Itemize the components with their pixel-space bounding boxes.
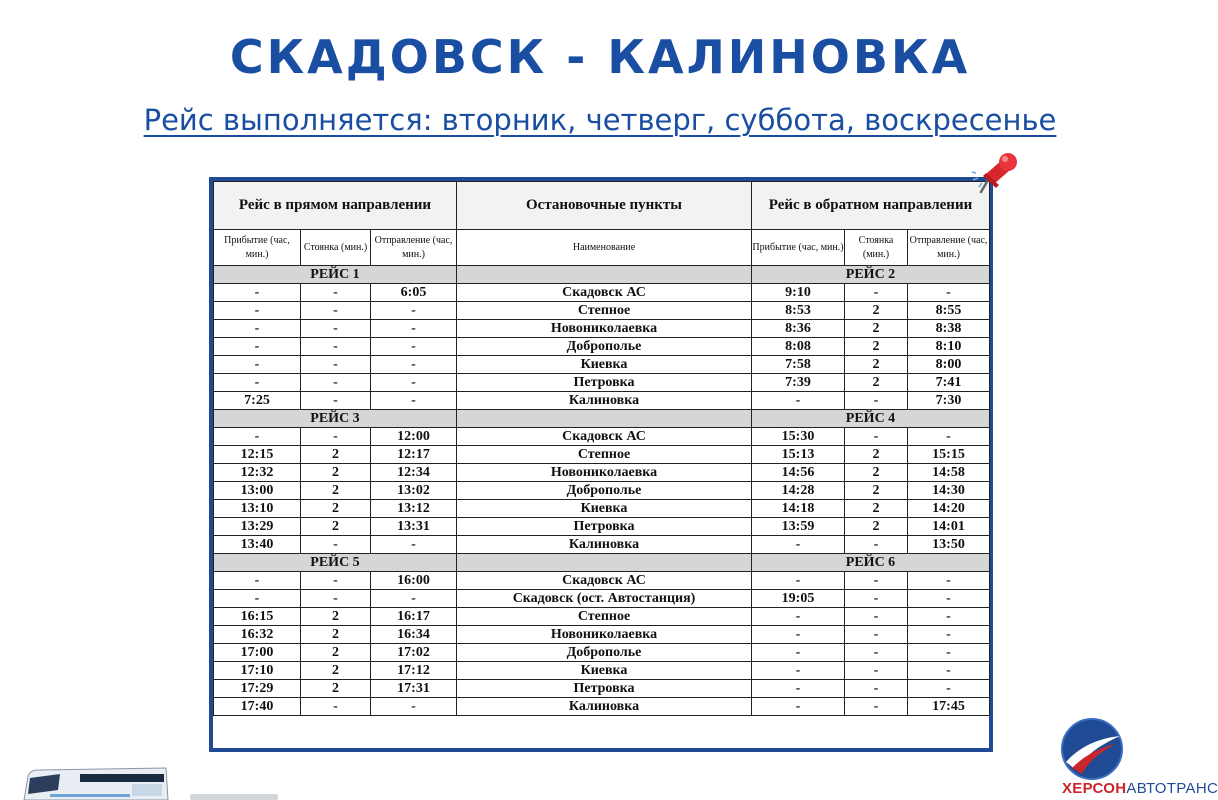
stay-cell: 2	[301, 608, 371, 626]
table-row	[214, 338, 990, 356]
schedule-frame	[209, 177, 993, 752]
arrival-cell: -	[214, 284, 301, 302]
table-row	[214, 680, 990, 698]
arrival-cell: 8:53	[752, 302, 845, 320]
stay-cell: -	[301, 536, 371, 554]
table-row	[214, 446, 990, 464]
stop-name-cell: Новониколаевка	[457, 464, 752, 482]
name-header: Наименование	[457, 230, 752, 266]
arrival-cell: 7:58	[752, 356, 845, 374]
departure-cell: -	[371, 392, 457, 410]
stop-name-cell: Новониколаевка	[457, 320, 752, 338]
departure-cell: 13:12	[371, 500, 457, 518]
arrival-cell: 13:10	[214, 500, 301, 518]
stay-cell: -	[301, 698, 371, 716]
table-row	[214, 428, 990, 446]
departure-cell: 7:30	[908, 392, 990, 410]
stay-cell: 2	[301, 518, 371, 536]
stop-name-cell: Скадовск АС	[457, 572, 752, 590]
stay-cell: -	[301, 374, 371, 392]
arrival-cell: 9:10	[752, 284, 845, 302]
stay-cell: 2	[845, 374, 908, 392]
departure-cell: 14:58	[908, 464, 990, 482]
trip-label-backward: РЕЙС 6	[752, 554, 990, 572]
departure-cell: 12:00	[371, 428, 457, 446]
stop-name-cell: Киевка	[457, 662, 752, 680]
departure-cell: 17:31	[371, 680, 457, 698]
stay-header: Стоянка (мин.)	[845, 230, 908, 266]
stay-cell: -	[845, 572, 908, 590]
stay-cell: -	[845, 590, 908, 608]
table-row	[214, 572, 990, 590]
stay-cell: 2	[845, 446, 908, 464]
stay-cell: 2	[301, 680, 371, 698]
departure-cell: -	[908, 680, 990, 698]
departure-cell: 14:30	[908, 482, 990, 500]
arrival-cell: 14:28	[752, 482, 845, 500]
departure-header: Отправление (час, мин.)	[908, 230, 990, 266]
table-row	[214, 392, 990, 410]
departure-cell: 8:10	[908, 338, 990, 356]
table-row	[214, 482, 990, 500]
stop-name-cell: Калиновка	[457, 536, 752, 554]
departure-cell: 8:38	[908, 320, 990, 338]
stay-cell: 2	[301, 464, 371, 482]
departure-cell: 13:31	[371, 518, 457, 536]
stay-cell: -	[845, 698, 908, 716]
stay-cell: -	[845, 284, 908, 302]
table-row	[214, 626, 990, 644]
trip-label-spacer	[457, 410, 752, 428]
departure-cell: -	[908, 284, 990, 302]
arrival-cell: 14:56	[752, 464, 845, 482]
trip-label-backward: РЕЙС 4	[752, 410, 990, 428]
stay-cell: 2	[845, 338, 908, 356]
stop-name-cell: Калиновка	[457, 392, 752, 410]
trip-label-spacer	[457, 266, 752, 284]
departure-cell: 8:00	[908, 356, 990, 374]
departure-cell: -	[371, 356, 457, 374]
table-row	[214, 662, 990, 680]
departure-cell: 6:05	[371, 284, 457, 302]
arrival-cell: 8:36	[752, 320, 845, 338]
arrival-cell: 13:29	[214, 518, 301, 536]
backward-header: Рейс в обратном направлении	[752, 182, 990, 230]
table-row	[214, 536, 990, 554]
stay-cell: -	[301, 392, 371, 410]
schedule-days: Рейс выполняется: вторник, четверг, суббота, воскресенье	[143, 103, 1057, 137]
stop-name-cell: Доброполье	[457, 644, 752, 662]
stops-header: Остановочные пункты	[457, 182, 752, 230]
table-row	[214, 698, 990, 716]
stay-cell: -	[845, 644, 908, 662]
section-row	[214, 266, 990, 284]
stop-name-cell: Петровка	[457, 518, 752, 536]
stop-name-cell: Скадовск АС	[457, 428, 752, 446]
arrival-cell: 17:29	[214, 680, 301, 698]
arrival-cell: -	[214, 338, 301, 356]
departure-cell: 8:55	[908, 302, 990, 320]
stay-cell: 2	[301, 482, 371, 500]
trip-label-forward: РЕЙС 3	[214, 410, 457, 428]
stay-cell: -	[845, 626, 908, 644]
stay-cell: 2	[845, 356, 908, 374]
stop-name-cell: Новониколаевка	[457, 626, 752, 644]
stay-cell: 2	[845, 482, 908, 500]
forward-header: Рейс в прямом направлении	[214, 182, 457, 230]
table-row	[214, 464, 990, 482]
departure-cell: 14:01	[908, 518, 990, 536]
arrival-cell: 19:05	[752, 590, 845, 608]
departure-cell: -	[908, 590, 990, 608]
stay-cell: 2	[301, 644, 371, 662]
stop-name-cell: Петровка	[457, 680, 752, 698]
header-row	[214, 182, 990, 230]
departure-cell: -	[908, 626, 990, 644]
stay-header: Стоянка (мин.)	[301, 230, 371, 266]
arrival-cell: 17:00	[214, 644, 301, 662]
stay-cell: -	[301, 338, 371, 356]
table-row	[214, 590, 990, 608]
company-logo	[1058, 716, 1126, 782]
arrival-cell: 8:08	[752, 338, 845, 356]
bus-image	[190, 792, 280, 800]
departure-cell: -	[908, 662, 990, 680]
stay-cell: -	[301, 572, 371, 590]
stay-cell: 2	[845, 302, 908, 320]
stay-cell: 2	[301, 446, 371, 464]
arrival-cell: -	[752, 680, 845, 698]
stay-cell: 2	[845, 518, 908, 536]
arrival-cell: 13:00	[214, 482, 301, 500]
departure-cell: -	[371, 590, 457, 608]
departure-cell: -	[371, 698, 457, 716]
schedule-table	[213, 181, 990, 716]
stop-name-cell: Киевка	[457, 500, 752, 518]
stay-cell: -	[845, 662, 908, 680]
arrival-cell: -	[752, 626, 845, 644]
section-row	[214, 410, 990, 428]
table-row	[214, 608, 990, 626]
stop-name-cell: Киевка	[457, 356, 752, 374]
company-name-part1: ХЕРСОН	[1062, 780, 1127, 797]
stay-cell: 2	[301, 662, 371, 680]
departure-cell: 16:00	[371, 572, 457, 590]
table-row	[214, 320, 990, 338]
subheader-row	[214, 230, 990, 266]
departure-cell: -	[371, 302, 457, 320]
departure-cell: -	[908, 608, 990, 626]
stay-cell: 2	[845, 464, 908, 482]
stay-cell: 2	[845, 320, 908, 338]
stop-name-cell: Степное	[457, 446, 752, 464]
arrival-cell: 13:40	[214, 536, 301, 554]
arrival-cell: -	[752, 608, 845, 626]
departure-cell: 13:50	[908, 536, 990, 554]
table-row	[214, 644, 990, 662]
stay-cell: -	[301, 590, 371, 608]
trip-label-forward: РЕЙС 1	[214, 266, 457, 284]
departure-cell: 7:41	[908, 374, 990, 392]
departure-cell: 16:34	[371, 626, 457, 644]
departure-cell: 13:02	[371, 482, 457, 500]
arrival-cell: -	[214, 374, 301, 392]
arrival-cell: 15:13	[752, 446, 845, 464]
departure-header: Отправление (час, мин.)	[371, 230, 457, 266]
departure-cell: 17:45	[908, 698, 990, 716]
stop-name-cell: Петровка	[457, 374, 752, 392]
arrival-cell: 16:32	[214, 626, 301, 644]
company-name-part2: АВТОТРАНС	[1126, 780, 1218, 797]
arrival-cell: 16:15	[214, 608, 301, 626]
arrival-cell: -	[752, 698, 845, 716]
departure-cell: -	[371, 320, 457, 338]
stay-cell: -	[301, 356, 371, 374]
arrival-cell: -	[214, 572, 301, 590]
departure-cell: 15:15	[908, 446, 990, 464]
departure-cell: -	[908, 644, 990, 662]
stay-cell: -	[845, 680, 908, 698]
departure-cell: 17:02	[371, 644, 457, 662]
table-row	[214, 374, 990, 392]
stay-cell: -	[301, 302, 371, 320]
stop-name-cell: Доброполье	[457, 482, 752, 500]
departure-cell: 16:17	[371, 608, 457, 626]
arrival-cell: 7:39	[752, 374, 845, 392]
stay-cell: -	[845, 428, 908, 446]
stay-cell: -	[301, 428, 371, 446]
arrival-header: Прибытие (час, мин.)	[752, 230, 845, 266]
departure-cell: 17:12	[371, 662, 457, 680]
arrival-cell: -	[752, 536, 845, 554]
table-row	[214, 500, 990, 518]
arrival-cell: -	[214, 428, 301, 446]
page-title: СКАДОВСК - КАЛИНОВКА	[229, 30, 971, 84]
departure-cell: 14:20	[908, 500, 990, 518]
arrival-cell: -	[752, 662, 845, 680]
stay-cell: -	[301, 284, 371, 302]
arrival-cell: -	[752, 572, 845, 590]
arrival-cell: -	[214, 320, 301, 338]
stay-cell: -	[845, 608, 908, 626]
stay-cell: -	[301, 320, 371, 338]
arrival-cell: 17:40	[214, 698, 301, 716]
bus-image	[20, 766, 170, 800]
trip-label-backward: РЕЙС 2	[752, 266, 990, 284]
company-name	[1062, 780, 1218, 797]
arrival-cell: -	[214, 590, 301, 608]
arrival-cell: 7:25	[214, 392, 301, 410]
arrival-cell: 12:32	[214, 464, 301, 482]
stop-name-cell: Степное	[457, 608, 752, 626]
arrival-cell: -	[752, 392, 845, 410]
section-row	[214, 554, 990, 572]
arrival-cell: 17:10	[214, 662, 301, 680]
departure-cell: -	[908, 572, 990, 590]
stop-name-cell: Калиновка	[457, 698, 752, 716]
departure-cell: -	[908, 428, 990, 446]
departure-cell: -	[371, 338, 457, 356]
departure-cell: -	[371, 374, 457, 392]
trip-label-spacer	[457, 554, 752, 572]
table-row	[214, 284, 990, 302]
stay-cell: -	[845, 392, 908, 410]
arrival-cell: 14:18	[752, 500, 845, 518]
stop-name-cell: Скадовск АС	[457, 284, 752, 302]
departure-cell: -	[371, 536, 457, 554]
departure-cell: 12:17	[371, 446, 457, 464]
stay-cell: 2	[845, 500, 908, 518]
arrival-header: Прибытие (час, мин.)	[214, 230, 301, 266]
table-row	[214, 302, 990, 320]
stay-cell: 2	[301, 500, 371, 518]
stop-name-cell: Доброполье	[457, 338, 752, 356]
trip-label-forward: РЕЙС 5	[214, 554, 457, 572]
departure-cell: 12:34	[371, 464, 457, 482]
table-row	[214, 518, 990, 536]
stay-cell: -	[845, 536, 908, 554]
table-row	[214, 356, 990, 374]
stay-cell: 2	[301, 626, 371, 644]
pushpin-icon	[968, 150, 1024, 198]
arrival-cell: -	[214, 302, 301, 320]
arrival-cell: -	[214, 356, 301, 374]
arrival-cell: 12:15	[214, 446, 301, 464]
arrival-cell: 15:30	[752, 428, 845, 446]
stop-name-cell: Скадовск (ост. Автостанция)	[457, 590, 752, 608]
arrival-cell: 13:59	[752, 518, 845, 536]
stop-name-cell: Степное	[457, 302, 752, 320]
arrival-cell: -	[752, 644, 845, 662]
